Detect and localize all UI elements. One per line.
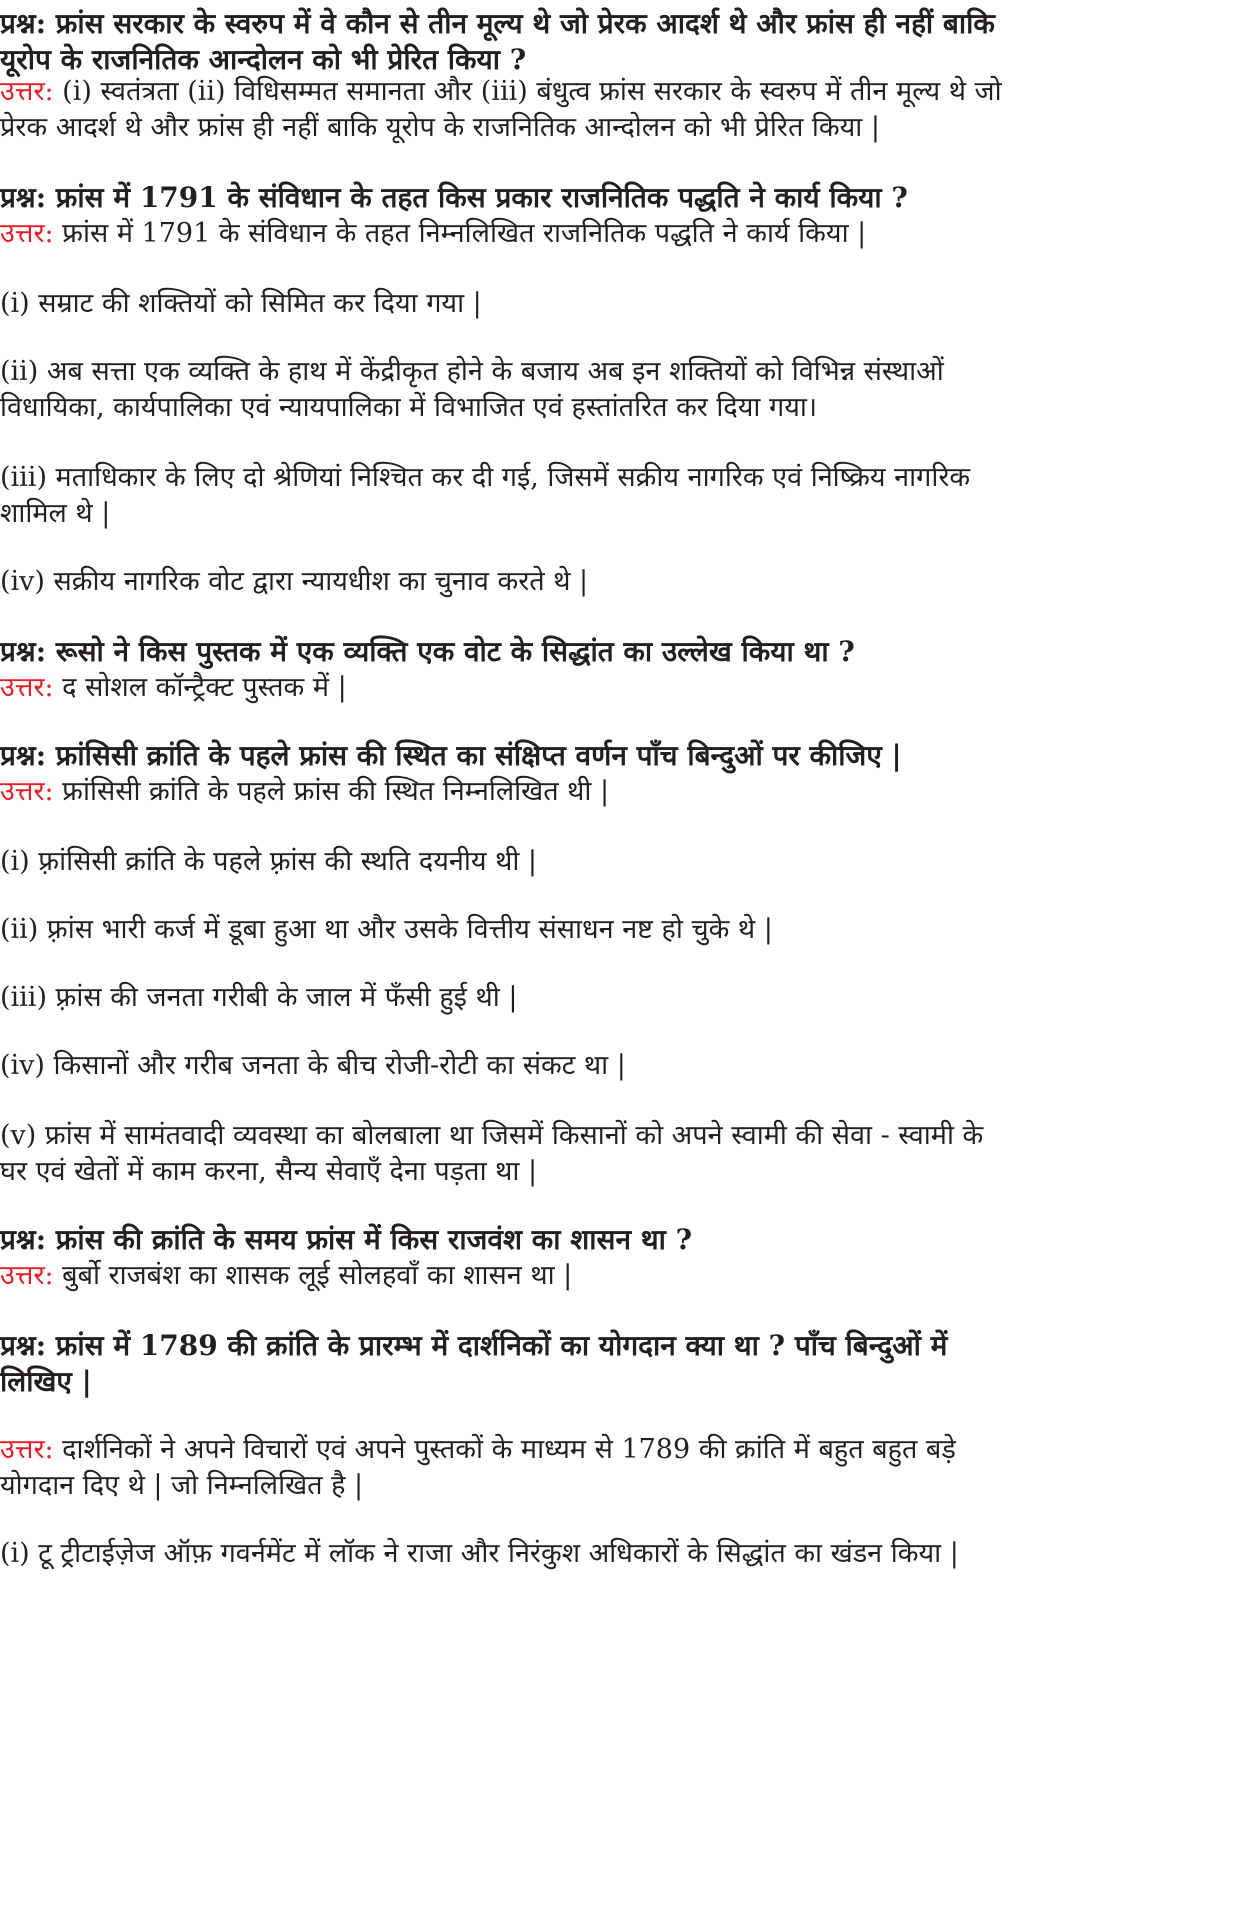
line-text: बुर्बो राजबंश का शासक लूई सोलहवाँ का शासन था | (53, 1260, 573, 1291)
line-text: (i) सम्राट की शक्तियों को सिमित कर दिया गया | (0, 288, 482, 319)
answer-line (0, 1254, 1230, 1298)
body-text-line (0, 386, 1230, 430)
line-text: प्रश्न: रूसो ने किस पुस्तक में एक व्यक्ति एक वोट के सिद्धांत का उल्लेख किया था ? (0, 635, 855, 668)
answer-label: उत्तर: (0, 218, 54, 249)
body-text-line (0, 1464, 1230, 1508)
line-text: (i) स्वतंत्रता (ii) विधिसम्मत समानता और (iii) बंधुत्व फ्रांस सरकार के स्वरुप में तीन मूल्य थे जो (53, 76, 1002, 107)
line-text: (ii) फ़्रांस भारी कर्ज में डूबा हुआ था और उसके वित्तीय संसाधन नष्ट हो चुके थे | (0, 914, 773, 945)
line-text: फ्रांस में 1791 के संविधान के तहत निम्नलिखित राजनितिक पद्धति ने कार्य किया | (53, 218, 867, 249)
line-text: शामिल थे | (0, 498, 111, 529)
line-text: फ्रांसिसी क्रांति के पहले फ्रांस की स्थित निम्नलिखित थी | (53, 776, 610, 807)
line-text: (iv) सक्रीय नागरिक वोट द्वारा न्यायधीश का चुनाव करते थे | (0, 566, 589, 597)
line-text: प्रेरक आदर्श थे और फ्रांस ही नहीं बाकि यूरोप के राजनितिक आन्दोलन को भी प्रेरित किया | (0, 112, 880, 143)
answer-label: उत्तर: (0, 672, 54, 703)
line-text: विधायिका, कार्यपालिका एवं न्यायपालिका में विभाजित एवं हस्तांतरित कर दिया गया। (0, 392, 818, 423)
body-text-line (0, 840, 1230, 884)
line-text: घर एवं खेतों में काम करना, सैन्य सेवाएँ देना पड़ता था | (0, 1156, 538, 1187)
body-text-line (0, 1044, 1230, 1088)
question-line (0, 1360, 1230, 1404)
line-text: लिखिए | (0, 1365, 92, 1398)
body-text-line (0, 908, 1230, 952)
line-text: यूरोप के राजनितिक आन्दोलन को भी प्रेरित किया ? (0, 43, 527, 76)
line-text: (iv) किसानों और गरीब जनता के बीच रोजी-रोटी का संकट था | (0, 1050, 626, 1081)
line-text: (i) फ़्रांसिसी क्रांति के पहले फ़्रांस की स्थति दयनीय थी | (0, 846, 538, 877)
answer-label: उत्तर: (0, 1260, 54, 1291)
line-text: प्रश्न: फ्रांस सरकार के स्वरुप में वे कौन से तीन मूल्य थे जो प्रेरक आदर्श थे और फ्रांस ही नहीं बाकि (0, 7, 995, 40)
line-text: प्रश्न: फ्रांस में 1791 के संविधान के तहत किस प्रकार राजनितिक पद्धति ने कार्य किया ? (0, 181, 908, 214)
line-text: प्रश्न: फ्रांस की क्रांति के समय फ्रांस में किस राजवंश का शासन था ? (0, 1223, 693, 1256)
line-text: (iii) मताधिकार के लिए दो श्रेणियां निश्चित कर दी गई, जिसमें सक्रीय नागरिक एवं निष्क्रिय नागरिक (0, 462, 971, 493)
body-text-line (0, 1150, 1230, 1194)
line-text: (i) टू ट्रीटाईज़ेज ऑफ़ गवर्नमेंट में लॉक ने राजा और निरंकुश अधिकारों के सिद्धांत का खंडन किया | (0, 1538, 959, 1569)
line-text: योगदान दिए थे | जो निम्नलिखित है | (0, 1470, 364, 1501)
line-text: प्रश्न: फ्रांस में 1789 की क्रांति के प्रारम्भ में दार्शनिकों का योगदान क्या था ? पाँच बिन्दुओं में (0, 1329, 948, 1362)
answer-line (0, 212, 1230, 256)
line-text: प्रश्न: फ्रांसिसी क्रांति के पहले फ्रांस की स्थित का संक्षिप्त वर्णन पाँच बिन्दुओं पर कीजिए | (0, 739, 902, 772)
line-text: (iii) फ़्रांस की जनता गरीबी के जाल में फँसी हुई थी | (0, 982, 518, 1013)
answer-line (0, 666, 1230, 710)
body-text-line (0, 1532, 1230, 1576)
line-text: दार्शनिकों ने अपने विचारों एवं अपने पुस्तकों के माध्यम से 1789 की क्रांति में बहुत बहुत बड़े (53, 1434, 956, 1465)
answer-label: उत्तर: (0, 76, 54, 107)
line-text: (v) फ्रांस में सामंतवादी व्यवस्था का बोलबाला था जिसमें किसानों को अपने स्वामी की सेवा - स्वामी के (0, 1120, 984, 1151)
body-text-line (0, 976, 1230, 1020)
line-text: (ii) अब सत्ता एक व्यक्ति के हाथ में केंद्रीकृत होने के बजाय अब इन शक्तियों को विभिन्न संस्थाओं (0, 356, 944, 387)
answer-line (0, 770, 1230, 814)
answer-label: उत्तर: (0, 1434, 54, 1465)
body-text-line (0, 282, 1230, 326)
body-text-line (0, 492, 1230, 536)
body-text-line (0, 560, 1230, 604)
line-text: द सोशल कॉन्ट्रैक्ट पुस्तक में | (53, 672, 347, 703)
body-text-line (0, 106, 1230, 150)
answer-label: उत्तर: (0, 776, 54, 807)
